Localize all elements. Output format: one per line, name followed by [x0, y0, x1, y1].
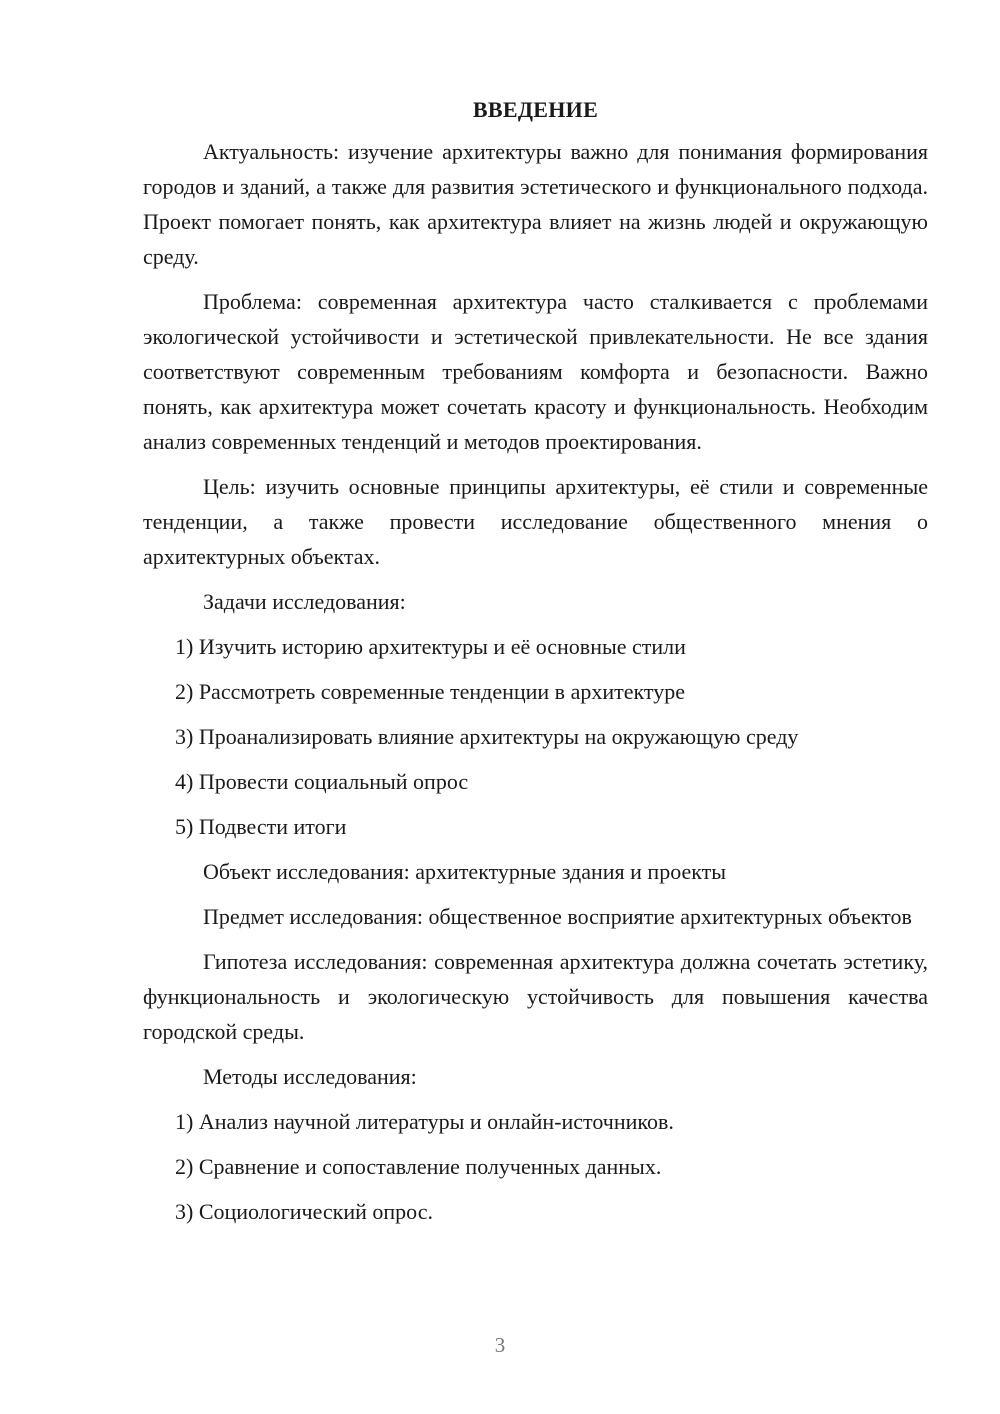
methods-label: Методы исследования: [203, 1064, 417, 1089]
tasks-label: Задачи исследования: [203, 589, 406, 614]
relevance-paragraph: Актуальность: изучение архитектуры важно для понимания формирования городов и зданий, а также для развития эстетического и функционального подхода. Проект помогает понять, как архитектура влияет на жизнь людей и окружающую среду. [143, 139, 928, 269]
task-item: 2) Рассмотреть современные тенденции в архитектуре [175, 679, 685, 704]
page-title: ВВЕДЕНИЕ [472, 97, 599, 122]
method-item: 3) Социологический опрос. [175, 1199, 433, 1224]
research-subject: Предмет исследования: общественное восприятие архитектурных объектов [203, 904, 912, 929]
task-item: 4) Провести социальный опрос [175, 769, 469, 794]
research-hypothesis: Гипотеза исследования: современная архитектура должна сочетать эстетику, функциональность и экологическую устойчивость для повышения качества городской среды. [143, 949, 928, 1044]
goal-paragraph: Цель: изучить основные принципы архитектуры, её стили и современные тенденции, а также провести исследование общественного мнения о архитектурных объектах. [143, 474, 928, 569]
problem-paragraph: Проблема: современная архитектура часто сталкивается с проблемами экологической устойчивости и эстетической привлекательности. Не все здания соответствуют современным требованиям комфорта и безопасности. Важно понять, как архитектура может сочетать красоту и функциональность. Необходим анализ современных тенденций и методов проектирования. [143, 289, 928, 454]
method-item: 1) Анализ научной литературы и онлайн-источников. [175, 1109, 674, 1134]
document-page [143, 96, 928, 1239]
task-item: 3) Проанализировать влияние архитектуры на окружающую среду [175, 724, 799, 749]
task-item: 1) Изучить историю архитектуры и её основные стили [175, 634, 686, 659]
method-item: 2) Сравнение и сопоставление полученных данных. [175, 1154, 662, 1179]
research-object: Объект исследования: архитектурные здания и проекты [203, 859, 727, 884]
page-number: 3 [494, 1333, 506, 1357]
task-item: 5) Подвести итоги [175, 814, 347, 839]
